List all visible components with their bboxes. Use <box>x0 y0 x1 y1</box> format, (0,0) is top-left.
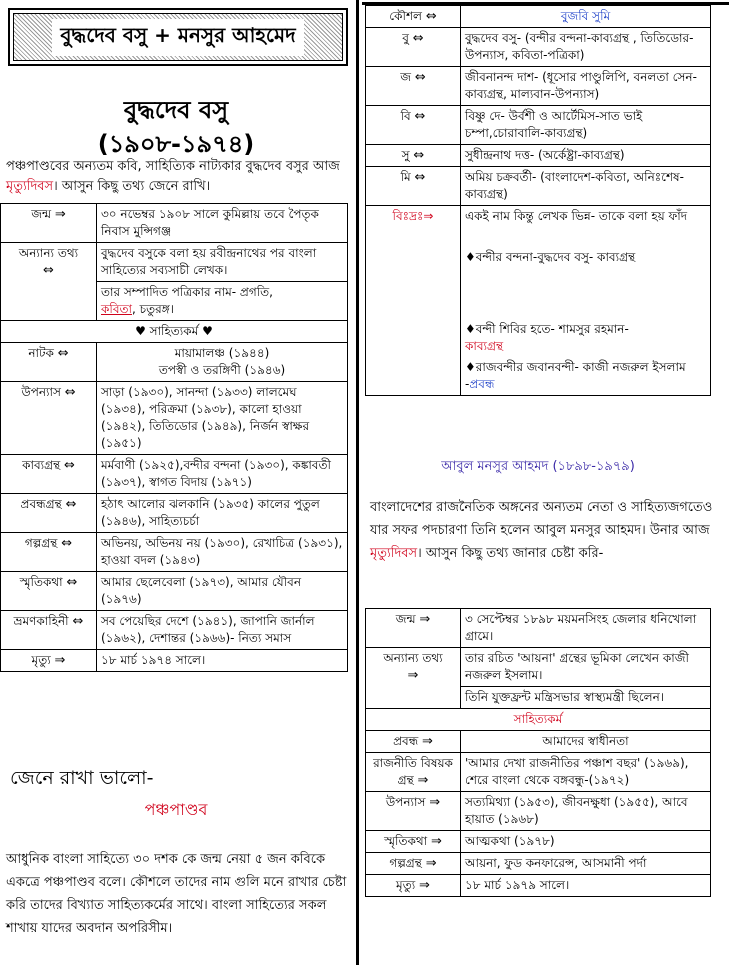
row-label: সু ⇔ <box>366 145 461 167</box>
table-row <box>366 853 711 875</box>
row-value: আত্মকথা (১৯৭৮) <box>461 831 711 853</box>
arrow-icon: ⇔ <box>414 70 426 85</box>
table-row <box>366 145 711 167</box>
poet-years-heading: (১৯০৮-১৯৭৪) <box>97 130 255 158</box>
works-heading: ♥ সাহিত্যকর্ম ♥ <box>1 321 348 343</box>
note-label: বিঃদ্রঃ⇒ <box>366 206 461 228</box>
table-row <box>1 611 348 650</box>
arrow-icon: ⇔ <box>66 575 78 590</box>
intro-text-end: । আসুন কিছু তথ্য জেনে রাখি। <box>53 179 211 194</box>
row-value: বুদ্ধদেব বসু- (বন্দীর বন্দনা-কাব্যগ্রন্থ , তিতিডোর-উপন্যাস, কবিতা-পত্রিকা) <box>461 28 711 67</box>
table-row <box>1 572 348 611</box>
right-arrow-icon: ⇒ <box>407 668 419 683</box>
row-value: আয়না, ফুড কনফারেন্স, আসমানী পর্দা <box>461 853 711 875</box>
table-row <box>1 455 348 494</box>
table-row <box>366 106 711 145</box>
row-label: নাটক ⇔ <box>1 343 97 382</box>
intro-text: পঞ্চপাণ্ডবের অন্যতম কবি, সাহিত্যিক নাট্যকার বুদ্ধদেব বসুর আজ <box>6 159 340 174</box>
table-row <box>366 28 711 67</box>
mansur-heading: আবুল মনসুর আহমদ (১৮৯৮-১৯৭৯) <box>441 459 635 474</box>
row-label: কৌশল ⇔ <box>366 6 461 28</box>
row-value: বিষ্ণু দে- উর্বশী ও আর্টেমিস-সাত ভাই চম্পা,চোরাবালি-কাব্যগ্রন্থ) <box>461 106 711 145</box>
row-value: অভিনয়, অভিনয় নয় (১৯৩০), রেখাচিত্র (১৯৩১), হাওয়া বদল (১৯৪৩) <box>97 533 348 572</box>
row-value: হঠাৎ আলোর ঝলকানি (১৯৩৫) কালের পুতুল (১৯৪৬), সাহিত্যচর্চা <box>97 494 348 533</box>
table-row <box>1 382 348 455</box>
row-value: আমাদের স্বাধীনতা <box>461 731 711 753</box>
intro-paragraph <box>6 157 352 197</box>
row-label: প্রবন্ধগ্রন্থ ⇔ <box>1 494 97 533</box>
arrow-icon: ⇔ <box>65 497 77 512</box>
title-banner <box>8 8 348 66</box>
section-heading-row <box>1 321 348 343</box>
row-value: সুধীন্দ্রনাথ দত্ত- (অর্কেষ্ট্রা-কাব্যগ্রন্থ) <box>461 145 711 167</box>
arrow-icon: ⇒ <box>425 856 437 871</box>
trick-table <box>365 5 711 396</box>
table-row <box>1 533 348 572</box>
right-arrow-icon: ⇒ <box>419 612 431 627</box>
arrow-icon: ⇔ <box>64 458 75 473</box>
pancha-heading: পঞ্চপাণ্ডব <box>144 800 208 819</box>
row-value: তার সম্পাদিত পত্রিকার নাম- প্রগতি, কবিতা, চতুরঙ্গ। <box>97 282 348 321</box>
arrow-icon: ⇔ <box>414 109 426 124</box>
note-item: ♦বন্দীর বন্দনা-বুদ্ধদেব বসু- কাব্যগ্রন্থ <box>461 227 711 287</box>
row-value: তার রচিত 'আয়না' গ্রন্থের ভূমিকা লেখেন কাজী নজরুল ইসলাম। <box>461 648 711 687</box>
arrow-icon: ⇔ <box>414 170 426 185</box>
arrow-icon: ⇒ <box>417 773 429 788</box>
table-row <box>366 792 711 831</box>
arrow-icon: ⇔ <box>61 536 73 551</box>
arrow-icon: ⇒ <box>419 878 430 893</box>
table-row <box>366 753 711 792</box>
double-arrow-icon: ⇔ <box>43 263 54 278</box>
row-value: ৩০ নভেম্বর ১৯০৮ সালে কুমিল্লায় তবে পৈতৃক নিবাস মুন্সিগঞ্জ <box>97 204 348 243</box>
arrow-icon: ⇒ <box>429 795 441 810</box>
table-row <box>366 167 711 206</box>
row-value: মায়ামালঞ্চ (১৯৪৪) তপস্বী ও তরঙ্গিণী (১৯৪৬) <box>97 343 348 382</box>
row-value: সাড়া (১৯৩০), সানন্দা (১৯৩৩) লালমেঘ (১৯৩৪), পরিক্রমা (১৯৩৮), কালো হাওয়া (১৯৪২), তিতিডোর (১৯৪৯), নির্জন স্বাক্ষর (১৯৫১) <box>97 382 348 455</box>
know-heading: জেনে রাখা ভালো- <box>10 767 154 789</box>
note-row <box>366 357 711 396</box>
row-label: বু ⇔ <box>366 28 461 67</box>
table-row <box>366 67 711 106</box>
note-text: একই নাম কিন্তু লেখক ভিন্ন- তাকে বলা হয় ফাঁদ <box>461 206 711 228</box>
note-row <box>366 206 711 228</box>
table-row <box>366 731 711 753</box>
row-label: রাজনীতি বিষয়ক গ্রন্থ ⇒ <box>366 753 461 792</box>
arrow-icon: ⇔ <box>413 148 425 163</box>
row-value: সব পেয়েছির দেশে (১৯৪১), জাপানি জার্নাল (১৯৬২), দেশান্তর (১৯৬৬)- নিত্য সমাস <box>97 611 348 650</box>
double-arrow-icon: ⇔ <box>425 9 437 24</box>
page-title: বুদ্ধদেব বসু + মনসুর আহমেদ <box>52 19 303 56</box>
row-value: তিনি যুক্তফ্রন্ট মন্ত্রিসভার স্বাস্থ্যমন্ত্রী ছিলেন। <box>461 687 711 709</box>
row-label: কাব্যগ্রন্থ ⇔ <box>1 455 97 494</box>
row-label: উপন্যাস ⇒ <box>366 792 461 831</box>
pancha-paragraph: আধুনিক বাংলা সাহিত্যে ৩০ দশক কে জন্ম নেয়া ৫ জন কবিকে একত্রে পঞ্চপাণ্ডব বলে। কৌশলে তাদের নাম গুলি মনে রাখার চেষ্টা করি তাদের বিখ্যাত সাহিত্যকর্মের সাথে। বাংলা সাহিত্যের সকল শাখায় যাদের অবদান অপরিসীম। <box>6 852 347 936</box>
row-label: অন্যান্য তথ্য ⇔ <box>1 243 97 321</box>
arrow-icon: ⇒ <box>54 653 66 668</box>
table-row <box>1 650 348 672</box>
arrow-icon: ⇔ <box>64 385 76 400</box>
mansur-highlight: মৃত্যুদিবস <box>370 546 418 561</box>
table-row <box>366 831 711 853</box>
row-value: 'আমার দেখা রাজনীতির পঞ্চাশ বছর' (১৯৬৯), শেরে বাংলা থেকে বঙ্গবন্ধু-(১৯৭২) <box>461 753 711 792</box>
row-label: মৃত্যু ⇒ <box>366 875 461 897</box>
row-value: আমার ছেলেবেলা (১৯৭৩), আমার যৌবন (১৯৭৬) <box>97 572 348 611</box>
table-row <box>366 609 711 648</box>
table-row <box>1 494 348 533</box>
row-value: ১৮ মার্চ ১৯৭৪ সালে। <box>97 650 348 672</box>
arrow-icon: ⇒ <box>422 734 433 749</box>
table-row <box>366 648 711 687</box>
row-value: বুদ্ধদেব বসুকে বলা হয় রবীন্দ্রনাথের পর বাংলা সাহিত্যের সব্যসাচী লেখক। <box>97 243 348 282</box>
buddhadeb-info-table <box>0 203 348 672</box>
note-item: ♦বন্দী শিবির হতে- শামসুর রহমান- কাব্যগ্রন্থ <box>461 287 711 357</box>
row-label: জন্ম ⇒ <box>1 204 97 243</box>
arrow-icon: ⇒ <box>430 834 442 849</box>
row-label: স্মৃতিকথা ⇒ <box>366 831 461 853</box>
poet-name-heading: বুদ্ধদেব বসু <box>123 96 229 124</box>
row-label: অন্যান্য তথ্য ⇒ <box>366 648 461 709</box>
title-banner-pattern <box>13 13 343 61</box>
mansur-works-heading: সাহিত্যকর্ম <box>366 709 711 731</box>
table-row <box>1 204 348 243</box>
highlight-text: কবিতা <box>101 302 132 316</box>
row-value: সত্যমিথ্যা (১৯৫৩), জীবনক্ষুধা (১৯৫৫), আবে হায়াত (১৯৬৮) <box>461 792 711 831</box>
section-heading-row <box>366 709 711 731</box>
table-row <box>366 6 711 28</box>
right-arrow-icon: ⇒ <box>54 207 66 222</box>
row-label: জন্ম ⇒ <box>366 609 461 648</box>
row-label: স্মৃতিকথা ⇔ <box>1 572 97 611</box>
right-arrow-icon: ⇒ <box>423 209 434 223</box>
row-value: ১৮ মার্চ ১৯৭৯ সালে। <box>461 875 711 897</box>
note-row <box>366 227 711 287</box>
row-label: প্রবন্ধ ⇒ <box>366 731 461 753</box>
intro-highlight: মৃত্যুদিবস <box>6 179 54 194</box>
arrow-icon: ⇔ <box>412 31 424 46</box>
table-row <box>1 243 348 282</box>
note-row <box>366 287 711 357</box>
row-label: মি ⇔ <box>366 167 461 206</box>
table-row <box>366 875 711 897</box>
arrow-icon: ⇔ <box>57 346 69 361</box>
row-value: মর্মবাণী (১৯২৫),বন্দীর বন্দনা (১৯৩০), কঙ্কাবতী (১৯৩৭), স্বাগত বিদায় (১৯৭১) <box>97 455 348 494</box>
row-label: মৃত্যু ⇒ <box>1 650 97 672</box>
row-label: জ ⇔ <box>366 67 461 106</box>
column-divider <box>356 0 359 965</box>
table-row <box>1 343 348 382</box>
row-value: অমিয় চক্রবর্তী- (বাংলাদেশ-কবিতা, অনিঃশেষ-কাব্যগ্রন্থ) <box>461 167 711 206</box>
row-label: ভ্রমণকাহিনী ⇔ <box>1 611 97 650</box>
note-item: ♦রাজবন্দীর জবানবন্দী- কাজী নজরুল ইসলাম -প্রবন্ধ <box>461 357 711 396</box>
row-label: গল্পগ্রন্থ ⇒ <box>366 853 461 875</box>
arrow-icon: ⇔ <box>72 614 84 629</box>
row-label: উপন্যাস ⇔ <box>1 382 97 455</box>
row-value: ৩ সেপ্টেম্বর ১৮৯৮ ময়মনসিংহ জেলার ধনিখোলা গ্রামে। <box>461 609 711 648</box>
row-label: বি ⇔ <box>366 106 461 145</box>
trick-word: বুজবি সুমি <box>461 6 711 28</box>
mansur-info-table <box>365 608 711 897</box>
row-label: গল্পগ্রন্থ ⇔ <box>1 533 97 572</box>
row-value: জীবনানন্দ দাশ- (ধূসোর পাণ্ডুলিপি, বনলতা সেন-কাব্যগ্রন্থ, মাল্যবান-উপন্যাস) <box>461 67 711 106</box>
mansur-paragraph: বাংলাদেশের রাজনৈতিক অঙ্গনের অন্যতম নেতা ও সাহিত্যজগতেও যার সফর পদচারণা তিনি হলেন আবুল মনসুর আহমদ। উনার আজ মৃত্যুদিবস। আসুন কিছু তথ্য জানার চেষ্টা করি- <box>370 500 713 561</box>
